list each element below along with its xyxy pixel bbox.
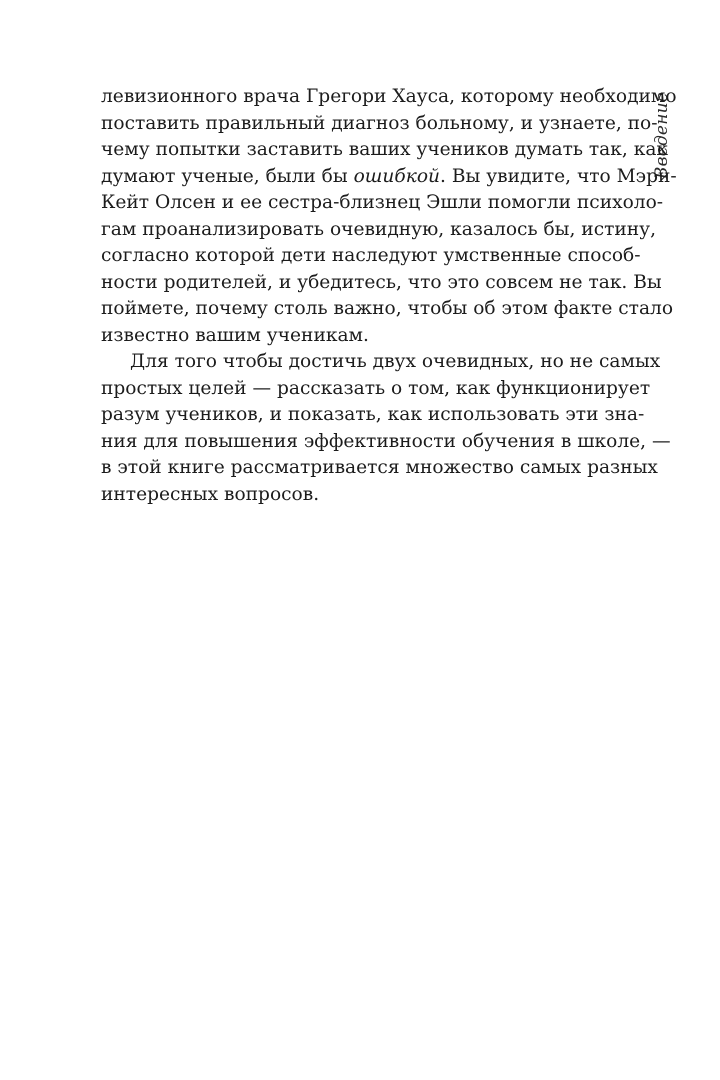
text-line-with-emphasis — [101, 164, 677, 191]
text-line: ности родителей, и убедитесь, что это совсем не так. Вы — [101, 271, 662, 293]
text-line: в этой книге рассматривается множество самых разных — [101, 457, 658, 478]
text-segment: . Вы увидите, что Мэри- — [440, 165, 677, 187]
text-line: Кейт Олсен и ее сестра-близнец Эшли помогли психоло- — [101, 192, 664, 213]
running-head: Введение — [652, 92, 672, 180]
text-line: интересных вопросов. — [101, 483, 320, 505]
text-line: поймете, почему столь важно, чтобы об этом факте стало — [101, 298, 674, 319]
text-line: известно вашим ученикам. — [101, 324, 369, 346]
text-line: разум учеников, и показать, как использовать эти зна- — [101, 404, 645, 425]
text-line: поставить правильный диагноз больному, и узнаете, по- — [101, 112, 658, 134]
text-segment: думают ученые, были бы — [101, 165, 354, 187]
text-line: Для того чтобы достичь двух очевидных, но не самых — [130, 351, 661, 372]
text-line: простых целей — рассказать о том, как функционирует — [101, 377, 651, 399]
text-line: ния для повышения эффективности обучения в школе, — — [101, 430, 671, 452]
text-line: левизионного врача Грегори Хауса, которому необходимо — [101, 86, 677, 107]
paragraph-2 — [101, 349, 671, 508]
emphasis-word: ошибкой — [353, 165, 440, 187]
text-line: согласно которой дети наследуют умственные способ- — [101, 245, 641, 266]
text-line: чему попытки заставить ваших учеников думать так, как — [101, 139, 669, 160]
text-line: гам проанализировать очевидную, казалось бы, истину, — [101, 218, 657, 240]
